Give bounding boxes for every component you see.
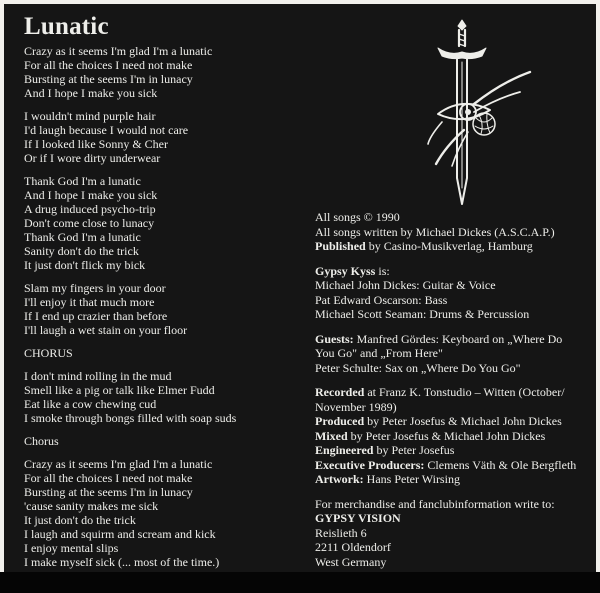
lyric-line: Don't come close to lunacy	[24, 216, 155, 230]
lyric-line: I enjoy mental slips	[24, 541, 119, 555]
lyric-line: I smoke through bongs filled with soap suds	[24, 411, 237, 425]
published-text: by Casino-Musikverlag, Hamburg	[365, 239, 533, 253]
produced-label: Produced	[315, 414, 365, 428]
engineered-text: by Peter Josefus	[373, 443, 455, 457]
copyright-block	[315, 210, 593, 254]
address-line: Reislieth 6	[315, 525, 367, 540]
address-line: 2211 Oldendorf	[315, 540, 391, 554]
band-block	[315, 264, 593, 322]
published-label: Published	[315, 239, 366, 253]
produced-text: by Peter Josefus & Michael John Dickes	[364, 414, 562, 428]
lyric-line: Crazy as it seems I'm glad I'm a lunatic	[24, 457, 213, 471]
lyric-line: For all the choices I need not make	[24, 58, 193, 72]
chorus-label: Chorus	[24, 434, 59, 448]
address-block	[315, 497, 593, 570]
engineered-label: Engineered	[315, 443, 374, 457]
lyric-line: Sanity don't do the trick	[24, 244, 139, 258]
stanza-3	[24, 174, 314, 272]
executive-line	[315, 458, 593, 473]
dagger-eye-logo-icon	[424, 18, 534, 208]
lyric-line: Thank God I'm a lunatic	[24, 174, 141, 188]
band-suffix: is:	[375, 263, 390, 278]
lyric-line: It just don't do the trick	[24, 513, 136, 527]
recorded-text: at Franz K. Tonstudio – Witten (October/	[364, 385, 565, 399]
lyric-line: 'cause sanity makes me sick	[24, 499, 159, 513]
lyric-line: I'll laugh a wet stain on your floor	[24, 323, 188, 337]
lyric-line: Slam my fingers in your door	[24, 281, 166, 295]
lyric-line: I laugh and squirm and scream and kick	[24, 527, 216, 541]
lyric-line: Bursting at the seems I'm in lunacy	[24, 72, 193, 86]
lyric-line: A drug induced psycho-trip	[24, 202, 156, 216]
stanza-6	[24, 457, 314, 583]
stanza-1	[24, 44, 314, 100]
lyric-line: Bursting at the seems I'm in lunacy	[24, 485, 193, 499]
lyric-line: I wouldn't mind purple hair	[24, 109, 156, 123]
band-heading	[315, 264, 593, 279]
copyright-line: All songs © 1990	[315, 210, 400, 224]
songwriter-line: All songs written by Michael Dickes (A.S.C.A.P.)	[315, 224, 555, 239]
stanza-5	[24, 369, 314, 425]
stanza-2	[24, 109, 314, 165]
guests-block	[315, 332, 593, 376]
lyric-line: And I hope I make you sick	[24, 86, 158, 100]
address-line: West Germany	[315, 554, 387, 569]
mixed-text: by Peter Josefus & Michael John Dickes	[347, 428, 546, 443]
address-name: GYPSY VISION	[315, 511, 401, 525]
guests-label: Guests:	[315, 331, 354, 346]
lyric-line: I don't mind rolling in the mud	[24, 369, 172, 383]
booklet-page	[4, 4, 596, 572]
recorded-line-2: November 1989)	[315, 399, 397, 414]
mixed-label: Mixed	[315, 428, 348, 443]
lyric-line: Smell like a pig or talk like Elmer Fudd	[24, 383, 215, 397]
artwork-label: Artwork:	[315, 472, 364, 486]
lyric-line: It just don't flick my bick	[24, 258, 146, 272]
lyric-line: Thank God I'm a lunatic	[24, 230, 141, 244]
stanza-4	[24, 281, 314, 337]
scan-bottom-edge	[0, 572, 600, 593]
lyric-line: For all the choices I need not make	[24, 471, 193, 485]
executive-text: Clemens Väth & Ole Bergfleth	[424, 457, 577, 472]
guests-line: Peter Schulte: Sax on „Where Do You Go"	[315, 360, 521, 375]
song-title: Lunatic	[24, 13, 109, 40]
credits-column	[315, 210, 593, 579]
engineered-line	[315, 443, 593, 458]
artwork-line	[315, 472, 593, 487]
merch-line: For merchandise and fanclubinformation write to:	[315, 496, 555, 511]
guests-line: You Go" and „From Here"	[315, 346, 443, 360]
lyric-line: Eat like a cow chewing cud	[24, 397, 157, 411]
lyric-line: I'd laugh because I would not care	[24, 123, 189, 137]
artwork-text: Hans Peter Wirsing	[363, 472, 460, 486]
recorded-label: Recorded	[315, 385, 365, 399]
lyrics-column	[24, 12, 314, 592]
lyric-line: I'll enjoy it that much more	[24, 295, 155, 309]
band-name: Gypsy Kyss	[315, 263, 376, 278]
guests-line	[315, 332, 593, 347]
lyric-line: Or if I wore dirty underwear	[24, 151, 161, 165]
recorded-line	[315, 385, 593, 400]
lyric-line: And I hope I make you sick	[24, 188, 158, 202]
chorus-label: CHORUS	[24, 346, 73, 360]
mixed-line	[315, 429, 593, 444]
lyric-line: Crazy as it seems I'm glad I'm a lunatic	[24, 44, 213, 58]
lyric-line: I make myself sick (... most of the time.)	[24, 555, 220, 569]
produced-line	[315, 414, 593, 429]
member-line: Michael Scott Seaman: Drums & Percussion	[315, 307, 530, 321]
executive-label: Executive Producers:	[315, 457, 425, 472]
production-block	[315, 385, 593, 487]
lyric-line: If I looked like Sonny & Cher	[24, 137, 168, 151]
publisher-line	[315, 239, 593, 254]
guests-text: Manfred Gördes: Keyboard on „Where Do	[353, 331, 563, 346]
lyric-line: If I end up crazier than before	[24, 309, 168, 323]
member-line: Michael John Dickes: Guitar & Voice	[315, 278, 496, 292]
member-line: Pat Edward Oscarson: Bass	[315, 292, 448, 307]
